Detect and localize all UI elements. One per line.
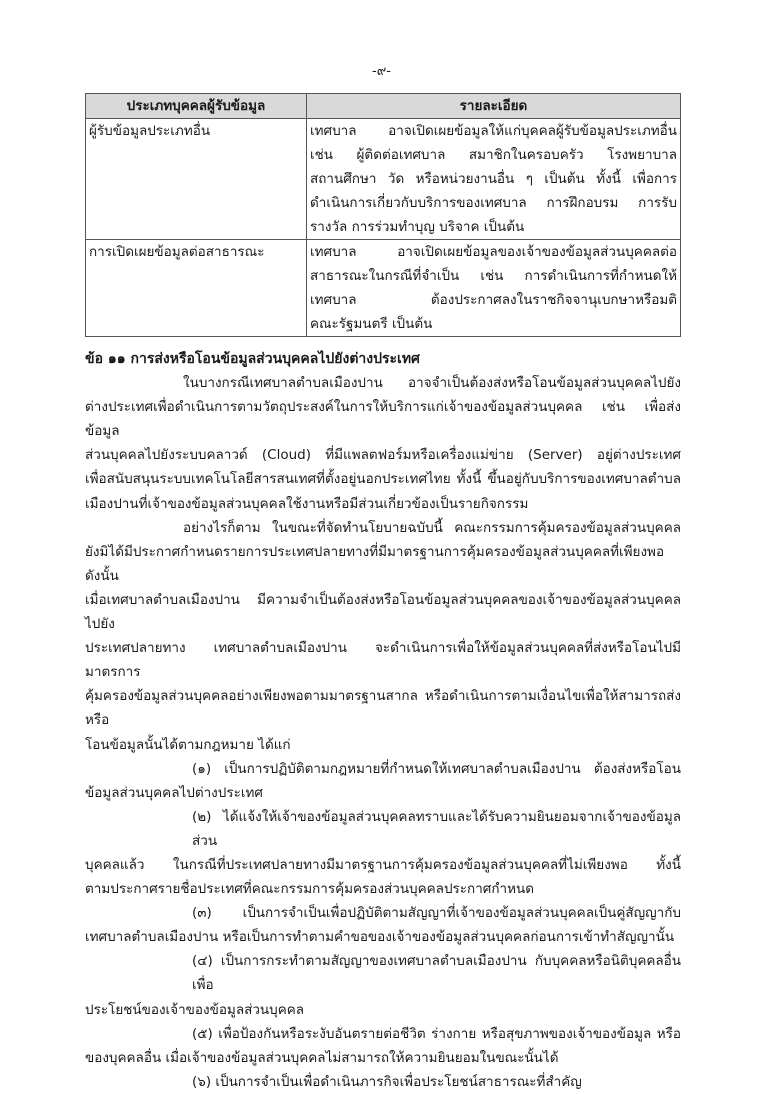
detail-line: เทศบาล อาจเปิดเผยข้อมูลของเจ้าของข้อมูลส่วนบุคคลต่อ <box>310 244 677 260</box>
detail-line: เทศบาล อาจเปิดเผยข้อมูลให้แก่บุคคลผู้รับข้อมูลประเภทอื่น <box>310 123 677 139</box>
list-item-1: (๑) เป็นการปฏิบัติตามกฎหมายที่กำหนดให้เทศบาลตำบลเมืองปาน ต้องส่งหรือโอน <box>192 760 681 777</box>
detail-line: รางวัล การร่วมทำบุญ บริจาค เป็นต้น <box>310 219 525 235</box>
body-line: ตามประกาศรายชื่อประเทศที่คณะกรรมการคุ้มครองส่วนบุคคลประกาศกำหนด <box>85 881 535 898</box>
section-heading: ข้อ ๑๑ การส่งหรือโอนข้อมูลส่วนบุคคลไปยังต่างประเทศ <box>85 351 420 367</box>
page-number: -๙- <box>372 64 391 79</box>
table-row <box>86 240 681 337</box>
table-row <box>86 119 681 240</box>
body-line: ต่างประเทศเพื่อดำเนินการตามวัตถุประสงค์ในการให้บริการแก่เจ้าของข้อมูลส่วนบุคคล เช่น เพื่อส่งข้อมูล <box>85 399 681 440</box>
body-line: ข้อมูลส่วนบุคคลไปต่างประเทศ <box>85 784 263 801</box>
detail-line: คณะรัฐมนตรี เป็นต้น <box>310 316 433 332</box>
detail-line: สาธารณะในกรณีที่จำเป็น เช่น การดำเนินการที่กำหนดให้ <box>310 268 677 284</box>
detail-line: ดำเนินการเกี่ยวกับบริการของเทศบาล การฝึกอบรม การรับ <box>310 195 677 211</box>
cell-type: ผู้รับข้อมูลประเภทอื่น <box>86 119 307 240</box>
cell-detail <box>307 119 681 240</box>
body-line: เมื่อเทศบาลตำบลเมืองปาน มีความจำเป็นต้องส่งหรือโอนข้อมูลส่วนบุคคลของเจ้าของข้อมูลส่วนบุคคลไปยัง <box>85 591 681 633</box>
body-line: เทศบาลตำบลเมืองปาน หรือเป็นการทำตามคำขอของเจ้าของข้อมูลส่วนบุคคลก่อนการเข้าทำสัญญานั้น <box>85 929 675 946</box>
body-line: ประโยชน์ของเจ้าของข้อมูลส่วนบุคคล <box>85 1001 305 1018</box>
recipient-table <box>85 93 681 337</box>
body-line: ของบุคคลอื่น เมื่อเจ้าของข้อมูลส่วนบุคคลไม่สามารถให้ความยินยอมในขณะนั้นได้ <box>85 1049 559 1066</box>
column-header-detail: รายละเอียด <box>307 94 681 119</box>
table-header-row <box>86 94 681 119</box>
body-line: เพื่อสนับสนุนระบบเทคโนโลยีสารสนเทศที่ตั้งอยู่นอกประเทศไทย ทั้งนี้ ขึ้นอยู่กับบริการของเทศบาลตำบล <box>85 471 681 488</box>
body-line: ยังมิได้มีประกาศกำหนดรายการประเทศปลายทางที่มีมาตรฐานการคุ้มครองข้อมูลส่วนบุคคลที่เพียงพอ ดังนั้น <box>85 543 665 584</box>
detail-line: เทศบาล ต้องประกาศลงในราชกิจจานุเบกษาหรือมติ <box>310 292 677 308</box>
list-item-3: (๓) เป็นการจำเป็นเพื่อปฏิบัติตามสัญญาที่เจ้าของข้อมูลส่วนบุคคลเป็นคู่สัญญากับ <box>192 905 681 922</box>
detail-line: สถานศึกษา วัด หรือหน่วยงานอื่น ๆ เป็นต้น ทั้งนี้ เพื่อการ <box>310 171 677 187</box>
body-line: คุ้มครองข้อมูลส่วนบุคคลอย่างเพียงพอตามมาตรฐานสากล หรือดำเนินการตามเงื่อนไขเพื่อให้สามารถส่งหรือ <box>85 688 681 729</box>
cell-detail <box>307 240 681 337</box>
body-line: ประเทศปลายทาง เทศบาลตำบลเมืองปาน จะดำเนินการเพื่อให้ข้อมูลส่วนบุคคลที่ส่งหรือโอนไปมีมาตรการ <box>85 640 681 681</box>
body-line: ในบางกรณีเทศบาลตำบลเมืองปาน อาจจำเป็นต้องส่งหรือโอนข้อมูลส่วนบุคคลไปยัง <box>183 375 681 392</box>
cell-type: การเปิดเผยข้อมูลต่อสาธารณะ <box>86 240 307 337</box>
body-line: โอนข้อมูลนั้นได้ตามกฎหมาย ได้แก่ <box>85 736 291 753</box>
body-line: บุคคลแล้ว ในกรณีที่ประเทศปลายทางมีมาตรฐานการคุ้มครองข้อมูลส่วนบุคคลที่ไม่เพียงพอ ทั้งนี้ <box>85 856 681 873</box>
body-line: เมืองปานที่เจ้าของข้อมูลส่วนบุคคลใช้งานหรือมีส่วนเกี่ยวข้องเป็นรายกิจกรรม <box>85 495 529 512</box>
list-item-6: (๖) เป็นการจำเป็นเพื่อดำเนินภารกิจเพื่อประโยชน์สาธารณะที่สำคัญ <box>192 1073 582 1090</box>
list-item-2: (๒) ได้แจ้งให้เจ้าของข้อมูลส่วนบุคคลทราบและได้รับความยินยอมจากเจ้าของข้อมูลส่วน <box>192 808 681 849</box>
body-line: ส่วนบุคคลไปยังระบบคลาวด์ (Cloud) ที่มีแพลตฟอร์มหรือเครื่องแม่ข่าย (Server) อยู่ต่างประเทศ <box>85 447 681 464</box>
section-11 <box>85 347 681 1094</box>
detail-line: เช่น ผู้ติดต่อเทศบาล สมาชิกในครอบครัว โรงพยาบาล <box>310 147 677 163</box>
list-item-5: (๕) เพื่อป้องกันหรือระงับอันตรายต่อชีวิต ร่างกาย หรือสุขภาพของเจ้าของข้อมูล หรือ <box>192 1025 681 1042</box>
column-header-type: ประเภทบุคคลผู้รับข้อมูล <box>86 94 307 119</box>
body-line: อย่างไรก็ตาม ในขณะที่จัดทำนโยบายฉบับนี้ คณะกรรมการคุ้มครองข้อมูลส่วนบุคคล <box>183 519 681 536</box>
list-item-4: (๔) เป็นการกระทำตามสัญญาของเทศบาลตำบลเมืองปาน กับบุคคลหรือนิติบุคคลอื่นเพื่อ <box>192 953 681 994</box>
